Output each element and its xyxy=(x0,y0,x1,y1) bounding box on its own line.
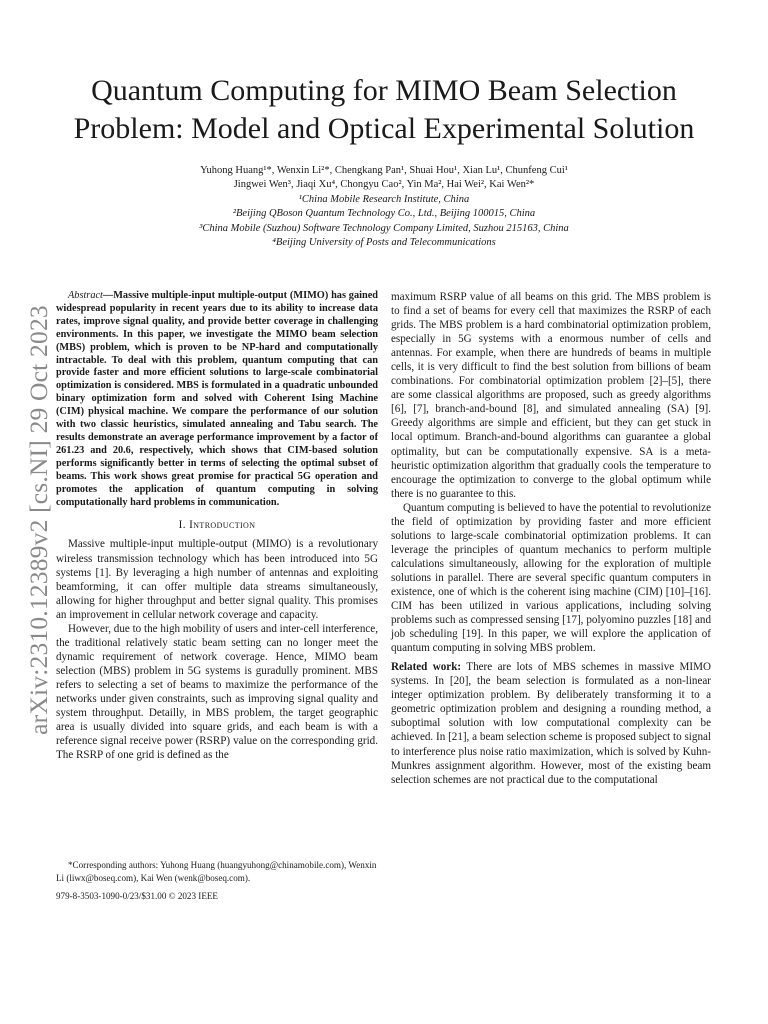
footnote xyxy=(56,859,378,884)
intro-paragraph-2: However, due to the high mobility of users and inter-cell interference, the traditional relatively static beam setting can no longer meet the dynamic requirement of network coverage. Hence, MIMO beam selection (MBS) problem in 5G systems is guradully prominent. MBS refers to selecting a set of beams to maximize the performance of the networks under given constraints, such as improving signal quality and system throughput. Detailly, in MBS problem, the target geographic area is usually divided into square grids, and each beam is with a reference signal receive power (RSRP) value on the corresponding grid. The RSRP of one grid is defined as the xyxy=(56,622,378,762)
related-work-text: There are lots of MBS schemes in massive MIMO systems. In [20], the beam selection is formulated as a non-linear integer optimization problem. By deliberately transforming it to a geometric optimization problem and designing a rounding method, a suboptimal solution with low computational complexity can be achieved. In [21], a beam selection scheme is proposed subject to signal to interference plus noise ratio maximization, which is solved by Kuhn-Munkres assignment algorithm. However, most of the existing beam selection schemes are not practical due to the computational xyxy=(391,661,711,786)
author-line-2: Jingwei Wen³, Jiaqi Xu⁴, Chongyu Cao², Yin Ma², Hai Wei², Kai Wen²* xyxy=(233,179,535,191)
affiliation-3: ³China Mobile (Suzhou) Software Technology Company Limited, Suzhou 215163, China xyxy=(199,222,569,234)
isbn-line: 979-8-3503-1090-0/23/$31.00 © 2023 IEEE xyxy=(56,891,218,901)
paper-title xyxy=(40,72,728,148)
right-column xyxy=(391,290,711,787)
right-paragraph-2: Quantum computing is believed to have the potential to revolutionize the field of optimization by providing faster and more efficient solutions to large-scale combinatorial optimization problems. It can leverage the principles of quantum mechanics to perform multiple calculations simultaneously, allowing for the exploration of multiple solutions in parallel. There are several specific quantum computers in existence, one of which is the coherent ising machine (CIM) [10]–[16]. CIM has been utilized in various applications, including solving problems such as compressed sensing [17], polyomino puzzles [18] and job scheduling [19]. In this paper, we will explore the application of quantum computing in solving MBS problem. xyxy=(391,501,711,655)
arxiv-stamp xyxy=(18,285,60,755)
arxiv-stamp-text: arXiv:2310.12389v2 [cs.NI] 29 Oct 2023 xyxy=(24,305,54,735)
abstract xyxy=(56,290,378,509)
author-line-1: Yuhong Huang¹*, Wenxin Li²*, Chengkang Pan¹, Shuai Hou¹, Xian Lu¹, Chunfeng Cui¹ xyxy=(200,165,568,176)
affiliation-2: ²Beijing QBoson Quantum Technology Co., Ltd., Beijing 100015, China xyxy=(232,208,536,220)
footnote-text: *Corresponding authors: Yuhong Huang (huangyuhong@chinamobile.com), Wenxin Li (liwx@boseq.com), Kai Wen (wenk@boseq.com). xyxy=(56,860,377,883)
section-heading-introduction xyxy=(56,518,378,532)
title-line-1: Quantum Computing for MIMO Beam Selection xyxy=(91,74,677,107)
right-paragraph-1: maximum RSRP value of all beams on this grid. The MBS problem is to find a set of beams for every cell that maximizes the RSRP of each grids. The MBS problem is a hard combinatorial optimization problem, especially in 5G systems with a enormous number of cells and antennas. For example, when there are hundreds of beams in multiple cells, it is very difficult to find the best solution from billions of beam combinations. For combinatorial optimization problem [2]–[5], there are some classical algorithms are proposed, such as greedy algorithms [6], [7], branch-and-bound [8], and simulated annealing (SA) [9]. Greedy algorithms are simple and efficient, but they can get stuck in local optimum. Branch-and-bound algorithms can guarantee a global optimality, but can be computationally expensive. SA is a meta-heuristic optimization algorithm that gradually cools the temperature to encourage the optimization to converge to the global optimum while there is no guarantee to this. xyxy=(391,291,711,500)
affiliation-1: ¹China Mobile Research Institute, China xyxy=(298,193,470,205)
affiliation-4: ⁴Beijing University of Posts and Telecommunications xyxy=(272,237,496,249)
section-title: Introduction xyxy=(189,519,256,532)
related-work-label: Related work: xyxy=(391,661,462,674)
author-block xyxy=(80,164,688,250)
abstract-label: Abstract xyxy=(68,290,103,301)
title-line-2: Problem: Model and Optical Experimental Solution xyxy=(73,112,695,145)
section-number: I. xyxy=(178,519,186,532)
left-column xyxy=(56,290,378,762)
abstract-text: —Massive multiple-input multiple-output (MIMO) has gained widespread popularity in recent years due to its ability to increase data rates, improve signal quality, and provide better coverage in challenging environments. In this paper, we investigate the MIMO beam selection (MBS) problem, which is proven to be NP-hard and computationally intractable. To deal with this problem, quantum computing that can provide faster and more efficient solutions to large-scale combinatorial optimization is considered. MBS is formulated in a quadratic unbounded binary optimization form and solved with Coherent Ising Machine (CIM) physical machine. We compare the performance of our solution with two classic heuristics, simulated annealing and Tabu search. The results demonstrate an average performance improvement by a factor of 261.23 and 20.6, respectively, which shows that CIM-based solution performs significantly better in terms of selecting the optimal subset of beams. This work shows great promise for practical 5G operation and promotes the application of quantum computing in solving computationally hard problems in communication. xyxy=(56,290,378,508)
intro-paragraph-1: Massive multiple-input multiple-output (MIMO) is a revolutionary wireless transmission technology which has been introduced into 5G systems [1]. By leveraging a high number of antennas and exploiting beamforming, it can offer multiple data streams simultaneously, allowing for higher throughput and better signal quality. This promises an improvement in cellular network coverage and capacity. xyxy=(56,538,378,621)
related-work-paragraph xyxy=(391,660,711,786)
